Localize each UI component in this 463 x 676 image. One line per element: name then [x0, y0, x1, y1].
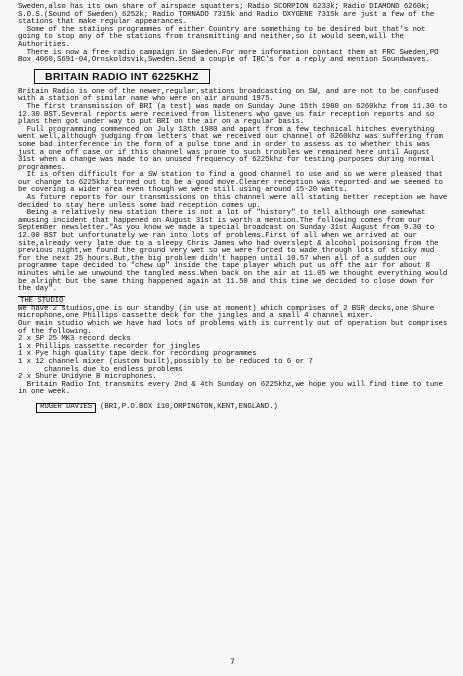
section-paragraph-4: It is often difficult for a SW station to find a good channel to use and so we were pleased that our change to 6225khz turned out to be a good move.Clearer reception was reported and we seemed to be covering a wider area even though we were still using around 15-20 watts.	[18, 171, 448, 195]
intro-paragraph-1: Sweden,also has its own share of airspace squatters; Radio SCORPION 6233k; Radio DIAMOND 6260k; S.O.S.(Sound of Sweden) 6252k; Radio TORNADO 7315k and Radio OXYGENE 7315k are just a few of the stations that make regular appearances.	[18, 3, 439, 27]
section-heading: BRITAIN RADIO INT 6225KHZ	[34, 69, 210, 84]
equipment-item: 1 x Pye high quality tape deck for recording programmes	[18, 350, 257, 359]
section-paragraph-2: The first transmission of BRI (a test) was made on Sunday June 15th 1980 on 6260khz from 11.30 to 12.30 BST.Several reports were received from listeners who gave us fair reception reports and so plans then got under way to put BRI on the air on a regular basis.	[18, 102, 452, 127]
studio-heading: THE STUDIO	[20, 296, 64, 305]
equipment-item: 2 x Shure Unidyne B microphones.	[18, 373, 157, 382]
studio-paragraph-1: We have 2 studios,one is our standby (in use at moment) which comprises of 2 BSR decks,one Shure microphone,one Phillips cassette deck for the jingles and a small 4 channel mixer.	[18, 304, 439, 321]
author-address: (BRI,P.O.BOX 110,ORPINGTON,KENT,ENGLAND.)	[100, 402, 278, 411]
studio-section	[18, 306, 450, 397]
section-paragraph-6: Being a relatively new station there is not a lot of "history" to tell although one somewhat amusing incident that happened on August 31st is worth a mention.The following comes from our September newsletter."As you know we made a special broadcast on Sunday 31st August from 9.30 to 12.00 BST but unfortunately we ran into lots of problems.First of all when we arrived at our site,already very late due to a sleepy Chris James who had overslept & alcohol poisoning from the previous night,we found the ground very wet so we were forced to wade through lots of sticky mud for the next 25 hours.But,the big problem didn't happen until 10.57 when all of a sudden our programme tape decided to "chew up" inside the tape player which put us off the air for about 8 minutes while we unwound the tangled mess.When back on the air at 11.05 we thought everything would be alright but the same thing happened again at 11.50 and this time we decided to close down for the day".	[18, 209, 452, 294]
studio-paragraph-2: Our main studio which we have had lots of problems with is currently out of operation but comprises of the following.	[18, 319, 452, 336]
studio-closing: Britain Radio Int transmits every 2nd & 4th Sunday on 6225khz,we hope you will find time to tune in one week.	[18, 380, 448, 397]
intro-block	[18, 4, 450, 65]
section-paragraph-5: As future reports for our transmissions on this channel were all stating better reception we have decided to stay here unless some bad reception comes up.	[18, 194, 452, 210]
equipment-item: 2 x SP 25 MK3 record decks	[18, 335, 131, 344]
page-number: 7	[230, 658, 235, 667]
intro-paragraph-3: There is now a free radio campaign in Sweden.For more information contact them at FRC Sweden,PO Box 4060,S691-04,Ornskoldsvik,Sweden.Send a couple of IRC's for a reply and mention Soundwaves.	[18, 48, 443, 65]
equipment-item: 1 x 12 channel mixer (custom built),possibly to be reduced to 6 or 7 channels due to endless problems	[18, 357, 313, 374]
section-paragraph-1: Britain Radio is one of the newer,regular,stations broadcasting on SW, and are not to be confused with a station of similar name who were on air around 1975.	[18, 87, 443, 104]
article-column	[18, 4, 450, 413]
equipment-item: 1 x Phillips cassette recorder for jingles	[18, 342, 201, 351]
section-paragraph-3: Full programming commenced on July 13th 1980 and apart from a few technical hitches everything went well,although judging from letters that we received our channel of 6260khz was suffering from some bad interference in the form of a pulse tone and in order to assess as to whether this was just a one off case or if this channel was prone to such troubles we remained here until August 31st when a change was made to an unused frequency of 6225khz for testing purposes during normal programmes.	[18, 125, 448, 172]
britain-radio-section	[18, 89, 450, 294]
equipment-list	[18, 336, 450, 382]
intro-paragraph-2: Some of the stations programmes of either Country are something to be desired but that's not going to stop any of the stations from transmitting and neither,so it would seem,will the Authorities.	[18, 25, 430, 49]
author-name: ROGER DAVIES	[36, 403, 96, 413]
signoff	[36, 403, 450, 413]
